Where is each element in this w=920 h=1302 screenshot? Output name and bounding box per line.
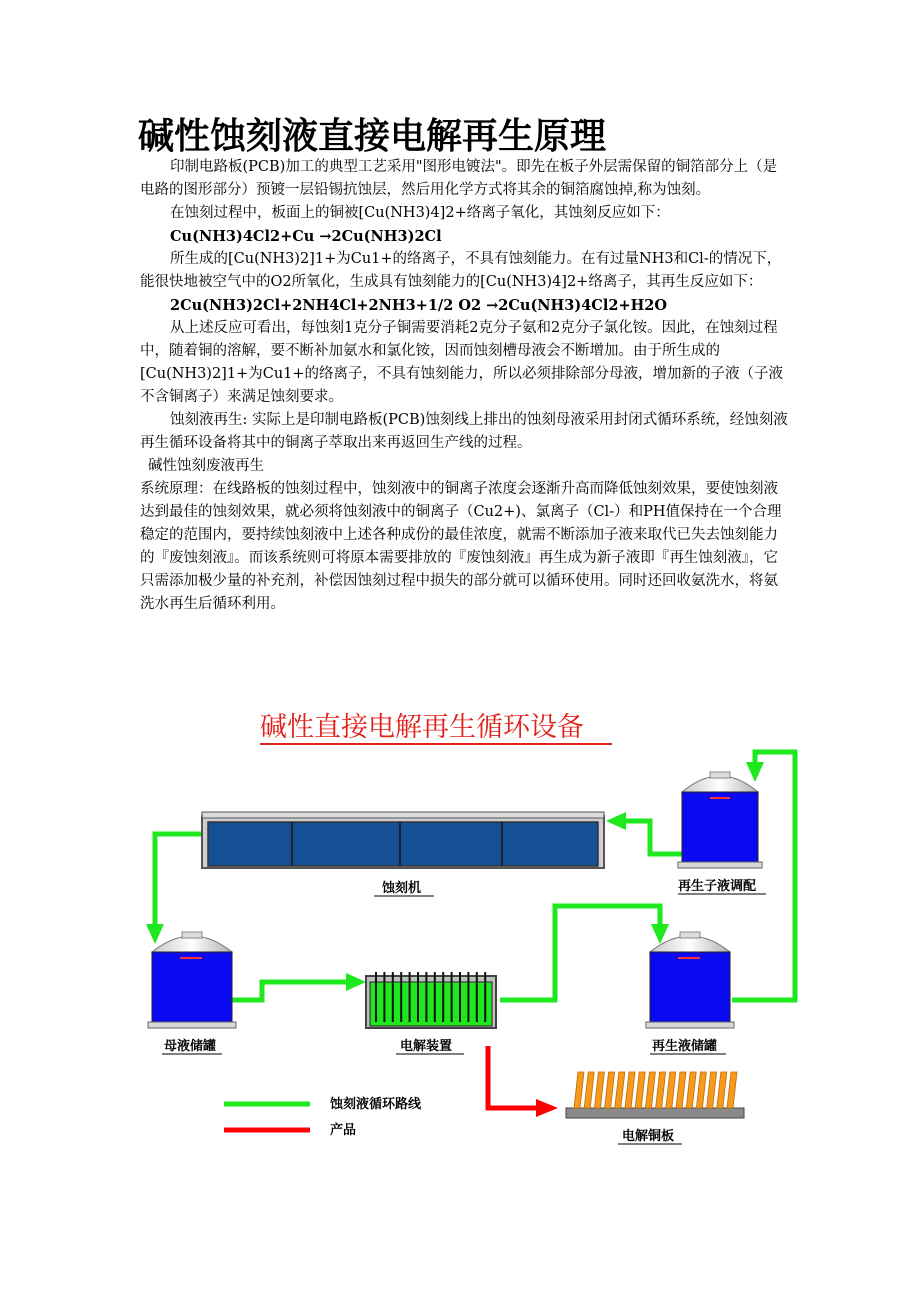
copper-plate: [666, 1072, 676, 1108]
paragraph-system-principle: 系统原理：在线路板的蚀刻过程中，蚀刻液中的铜离子浓度会逐渐升高而降低蚀刻效果，要使蚀刻液达到最佳的蚀刻效果，就必须将蚀刻液中的铜离子（Cu2+)、氯离子（Cl-）和PH值保持在一个合理稳定的范围内，要持续蚀刻液中上述各种成份的最佳浓度，就需不断添加子液来取代已失去蚀刻能力的『废蚀刻液』。而该系统则可将原本需要排放的『废蚀刻液』再生成为新子液即『再生蚀刻液』，它只需添加极少量的补充剂，补偿因蚀刻过程中损失的部分就可以循环使用。同时还回收氨洗水，将氨洗水再生后循环利用。: [140, 481, 782, 612]
line-electro-to-regen: [500, 906, 660, 1000]
etcher: [202, 812, 604, 868]
paragraph-regen-definition: 蚀刻液再生: 实际上是印制电路板(PCB)蚀刻线上排出的蚀刻母液采用封闭式循环系统，经蚀刻液再生循环设备将其中的铜离子萃取出来再返回生产线的过程。: [140, 412, 788, 451]
arrow-into-electro: [346, 973, 366, 991]
copper-plate: [717, 1072, 727, 1108]
legend: [224, 1096, 422, 1138]
equation-regeneration: 2Cu(NH3)2Cl+2NH4Cl+2NH3+1/2 O2 →2Cu(NH3)4Cl2+H2O: [170, 297, 668, 314]
copper-plate: [584, 1072, 594, 1108]
arrow-into-mother: [146, 924, 164, 944]
legend-red-label: 产品: [330, 1123, 357, 1138]
subheading: 碱性蚀刻废液再生: [148, 458, 264, 474]
label-regen-tank: 再生液储罐: [652, 1039, 718, 1054]
arrow-into-etcher: [606, 812, 626, 830]
line-mother-to-electro: [232, 982, 350, 1000]
label-sub-mix: 再生子液调配: [678, 879, 757, 894]
equation-etching: Cu(NH3)4Cl2+Cu →2Cu(NH3)2Cl: [170, 228, 442, 245]
copper-plate: [676, 1072, 686, 1108]
diagram-title: 碱性直接电解再生循环设备: [260, 712, 584, 743]
copper-plate: [727, 1072, 737, 1108]
copper-plate: [635, 1072, 645, 1108]
copper-plate: [645, 1072, 655, 1108]
copper-plates: [566, 1072, 744, 1118]
product-line: [488, 1046, 540, 1108]
copper-plate: [605, 1072, 615, 1108]
copper-plate: [686, 1072, 696, 1108]
label-electrolysis: 电解装置: [400, 1039, 453, 1054]
label-etcher: 蚀刻机: [382, 881, 422, 896]
paragraph-intro: 印制电路板(PCB)加工的典型工艺采用"图形电镀法"。即先在板子外层需保留的铜箔部分上（是电路的图形部分）预镀一层铅锡抗蚀层，然后用化学方式将其余的铜箔腐蚀掉,称为蚀刻。: [140, 159, 778, 198]
label-mother-tank: 母液储罐: [164, 1039, 217, 1054]
page-title: 碱性蚀刻液直接电解再生原理: [138, 116, 607, 157]
arrow-into-mixer: [746, 762, 764, 782]
copper-plate: [696, 1072, 706, 1108]
body-text: [140, 156, 788, 616]
regen-liquid-tank: [646, 932, 734, 1028]
arrow-into-regen: [651, 924, 669, 944]
mother-liquid-tank: [148, 932, 236, 1028]
copper-plate: [656, 1072, 666, 1108]
line-etcher-to-mother: [155, 834, 204, 928]
copper-plate: [574, 1072, 584, 1108]
paragraph-regeneration: 所生成的[Cu(NH3)2]1+为Cu1+的络离子，不具有蚀刻能力。在有过量NH3和Cl-的情况下，能很快地被空气中的O2所氧化，生成具有蚀刻能力的[Cu(NH3)4]2+络离子，其再生反应如下：: [140, 251, 782, 290]
copper-plate: [625, 1072, 635, 1108]
paragraph-etching-reaction: 在蚀刻过程中，板面上的铜被[Cu(NH3)4]2+络离子氧化，其蚀刻反应如下：: [170, 205, 670, 221]
label-copper-plate: 电解铜板: [622, 1129, 675, 1144]
regeneration-diagram: [130, 700, 810, 1160]
electrolysis-unit: [366, 972, 496, 1028]
copper-plate: [707, 1072, 717, 1108]
product-arrow: [536, 1099, 558, 1117]
copper-plate: [594, 1072, 604, 1108]
copper-plate-stack: [574, 1072, 737, 1108]
copper-plate: [615, 1072, 625, 1108]
sub-liquid-mixer-tank: [678, 772, 762, 868]
legend-green-label: 蚀刻液循环路线: [330, 1097, 422, 1112]
line-mixer-to-etcher: [620, 821, 685, 854]
paragraph-consumption: 从上述反应可看出，每蚀刻1克分子铜需要消耗2克分子氨和2克分子氯化铵。因此，在蚀刻过程中，随着铜的溶解，要不断补加氨水和氯化铵，因而蚀刻槽母液会不断增加。由于所生成的[Cu(NH3)2]1+为Cu1+的络离子，不具有蚀刻能力，所以必须排除部分母液，增加新的子液（子液不含铜离子）来满足蚀刻要求。: [140, 320, 784, 405]
